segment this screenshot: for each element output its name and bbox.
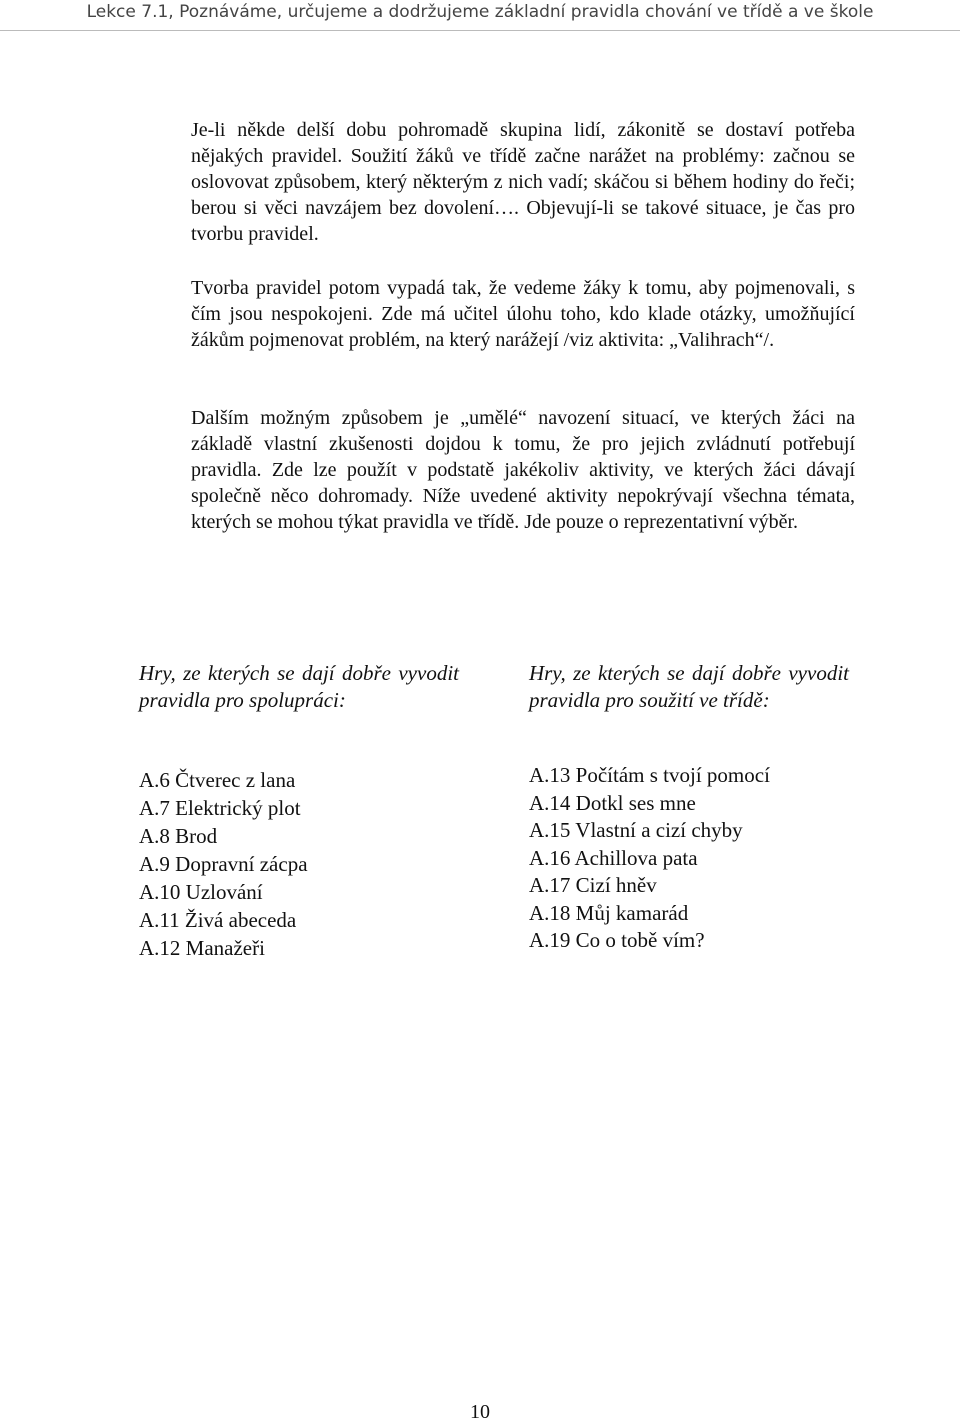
cooperation-games-column <box>139 660 459 962</box>
list-item: A.15 Vlastní a cizí chyby <box>529 818 743 842</box>
list-item: A.6 Čtverec z lana <box>139 768 296 792</box>
cooperation-games-list <box>139 766 459 962</box>
list-item: A.12 Manažeři <box>139 936 265 960</box>
page-number: 10 <box>470 1401 490 1423</box>
list-item: A.16 Achillova pata <box>529 845 698 870</box>
list-item: A.7 Elektrický plot <box>139 796 301 820</box>
paragraph-rules-need: Je-li někde delší dobu pohromadě skupina lidí, zákonitě se dostaví potřeba nějakých pravidel. Soužití žáků ve třídě začne narážet na problémy: začnou se oslovovat způsobem, který některým z nich vadí; skáčou si během hodiny do řeči; berou si věci navzájem bez dovolení…. Objevují-li se takové situace, je čas pro tvorbu pravidel. <box>191 119 855 245</box>
paragraph-rules-creation: Tvorba pravidel potom vypadá tak, že vedeme žáky k tomu, aby pojmenovali, s čím jsou nespokojeni. Zde má učitel úlohu toho, kdo klade otázky, umožňující žákům pojmenovat problém, na který narážejí /viz aktivita: „Valihrach“/. <box>191 277 855 351</box>
coexistence-games-list <box>529 762 849 955</box>
list-item: A.9 Dopravní zácpa <box>139 852 308 876</box>
header-divider <box>0 30 960 31</box>
list-item: A.18 Můj kamarád <box>529 900 689 925</box>
list-item: A.11 Živá abeceda <box>139 908 297 932</box>
coexistence-games-heading: Hry, ze kterých se dají dobře vyvodit pravidla pro soužití ve třídě: <box>529 661 849 712</box>
list-item: A.10 Uzlování <box>139 880 263 904</box>
coexistence-games-column <box>529 660 849 955</box>
list-item: A.13 Počítám s tvojí pomocí <box>529 763 770 787</box>
list-item: A.8 Brod <box>139 824 218 848</box>
list-item: A.14 Dotkl ses mne <box>529 790 696 815</box>
running-header: Lekce 7.1, Poznáváme, určujeme a dodržujeme základní pravidla chování ve třídě a ve škole <box>86 2 874 22</box>
paragraph-artificial-situations: Dalším možným způsobem je „umělé“ navození situací, ve kterých žáci na základě vlastní zkušenosti dojdou k tomu, že pro jejich zvládnutí potřebují pravidla. Zde lze použít v podstatě jakékoliv aktivity, ve kterých žáci dávají společně něco dohromady. Níže uvedené aktivity nepokrývají všechna témata, kterých se mohou týkat pravidla ve třídě. Jde pouze o reprezentativní výběr. <box>191 407 855 533</box>
list-item: A.17 Cizí hněv <box>529 873 657 897</box>
cooperation-games-heading: Hry, ze kterých se dají dobře vyvodit pravidla pro spolupráci: <box>139 661 459 712</box>
list-item: A.19 Co o tobě vím? <box>529 928 705 952</box>
